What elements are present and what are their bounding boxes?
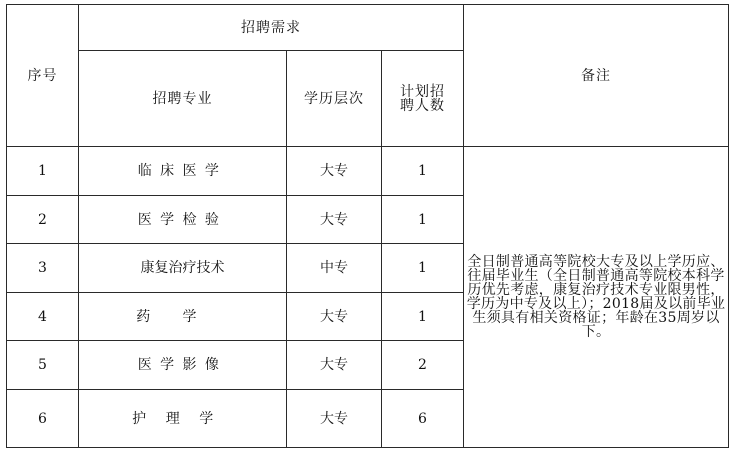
row-count: 1 xyxy=(382,244,464,293)
row-major: 医学影像 xyxy=(79,341,287,390)
remarks-cell: 全日制普通高等院校大专及以上学历应、往届毕业生（全日制普通高等院校本科学历优先考虑，康复治疗技术专业限男性，学历为中专及以上）；2018届及以前毕业生须具有相关资格证；年龄在35周岁以下。 xyxy=(464,147,729,448)
row-seq: 6 xyxy=(7,390,79,448)
row-major: 临床医学 xyxy=(79,147,287,196)
table-row xyxy=(7,147,729,196)
row-major: 医学检验 xyxy=(79,196,287,244)
row-major: 药学 xyxy=(79,293,287,341)
row-count: 1 xyxy=(382,196,464,244)
row-seq: 1 xyxy=(7,147,79,196)
header-major: 招聘专业 xyxy=(79,51,287,147)
header-remarks: 备注 xyxy=(464,5,729,147)
row-education: 大专 xyxy=(287,341,382,390)
row-major: 护理学 xyxy=(79,390,287,448)
recruitment-table xyxy=(6,4,729,448)
row-count: 2 xyxy=(382,341,464,390)
header-planned-count-line1: 计划招 xyxy=(400,83,445,100)
row-count: 1 xyxy=(382,293,464,341)
row-major: 康复治疗技术 xyxy=(79,244,287,293)
row-seq: 5 xyxy=(7,341,79,390)
row-education: 大专 xyxy=(287,147,382,196)
row-education: 大专 xyxy=(287,196,382,244)
header-planned-count xyxy=(382,51,464,147)
header-seq: 序号 xyxy=(7,5,79,147)
row-seq: 4 xyxy=(7,293,79,341)
row-education: 中专 xyxy=(287,244,382,293)
header-recruitment-needs: 招聘需求 xyxy=(79,5,464,51)
row-count: 6 xyxy=(382,390,464,448)
header-education: 学历层次 xyxy=(287,51,382,147)
row-education: 大专 xyxy=(287,293,382,341)
row-education: 大专 xyxy=(287,390,382,448)
row-count: 1 xyxy=(382,147,464,196)
row-seq: 3 xyxy=(7,244,79,293)
row-seq: 2 xyxy=(7,196,79,244)
header-planned-count-line2: 聘人数 xyxy=(400,97,445,114)
